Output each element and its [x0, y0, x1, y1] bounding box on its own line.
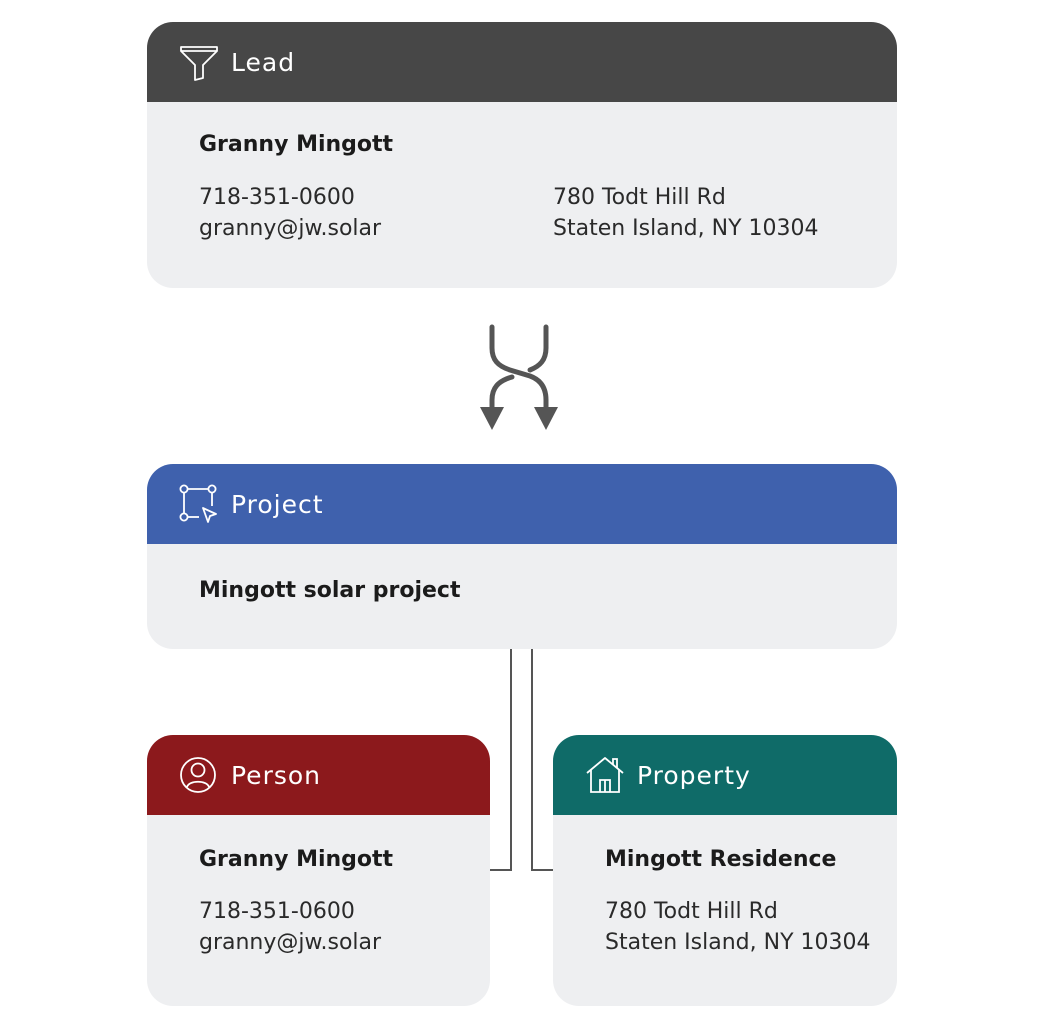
person-contact: [199, 896, 381, 958]
lead-address: [553, 182, 818, 244]
property-address: [605, 896, 870, 958]
person-email: granny@jw.solar: [199, 930, 382, 955]
property-name: Mingott Residence: [605, 847, 837, 872]
project-title: Project: [231, 490, 324, 519]
lead-title: Lead: [231, 48, 296, 77]
project-property-connector: [532, 649, 553, 870]
lead-phone: 718-351-0600: [199, 185, 355, 210]
property-address-line1: 780 Todt Hill Rd: [605, 899, 778, 924]
person-header: [147, 735, 490, 815]
property-title: Property: [637, 761, 751, 790]
lead-email: granny@jw.solar: [199, 216, 382, 241]
lead-address-line2: Staten Island, NY 10304: [553, 216, 819, 241]
project-flow-icon: [179, 484, 219, 524]
lead-address-line1: 780 Todt Hill Rd: [553, 185, 726, 210]
user-circle-icon: [179, 755, 219, 795]
project-header: [147, 464, 897, 544]
house-icon: [585, 755, 625, 795]
property-card: [553, 735, 897, 1006]
person-title: Person: [231, 761, 322, 790]
lead-contact: [199, 182, 381, 244]
property-header: [553, 735, 897, 815]
lead-name: Granny Mingott: [199, 132, 394, 157]
project-card: [147, 464, 897, 649]
project-person-connector: [490, 649, 511, 870]
person-name: Granny Mingott: [199, 847, 394, 872]
lead-card: [147, 22, 897, 288]
lead-header: [147, 22, 897, 102]
person-card: [147, 735, 490, 1006]
property-address-line2: Staten Island, NY 10304: [605, 930, 871, 955]
project-name: Mingott solar project: [199, 578, 461, 603]
split-arrows-icon: [480, 327, 558, 430]
funnel-icon: [179, 42, 219, 82]
person-phone: 718-351-0600: [199, 899, 355, 924]
